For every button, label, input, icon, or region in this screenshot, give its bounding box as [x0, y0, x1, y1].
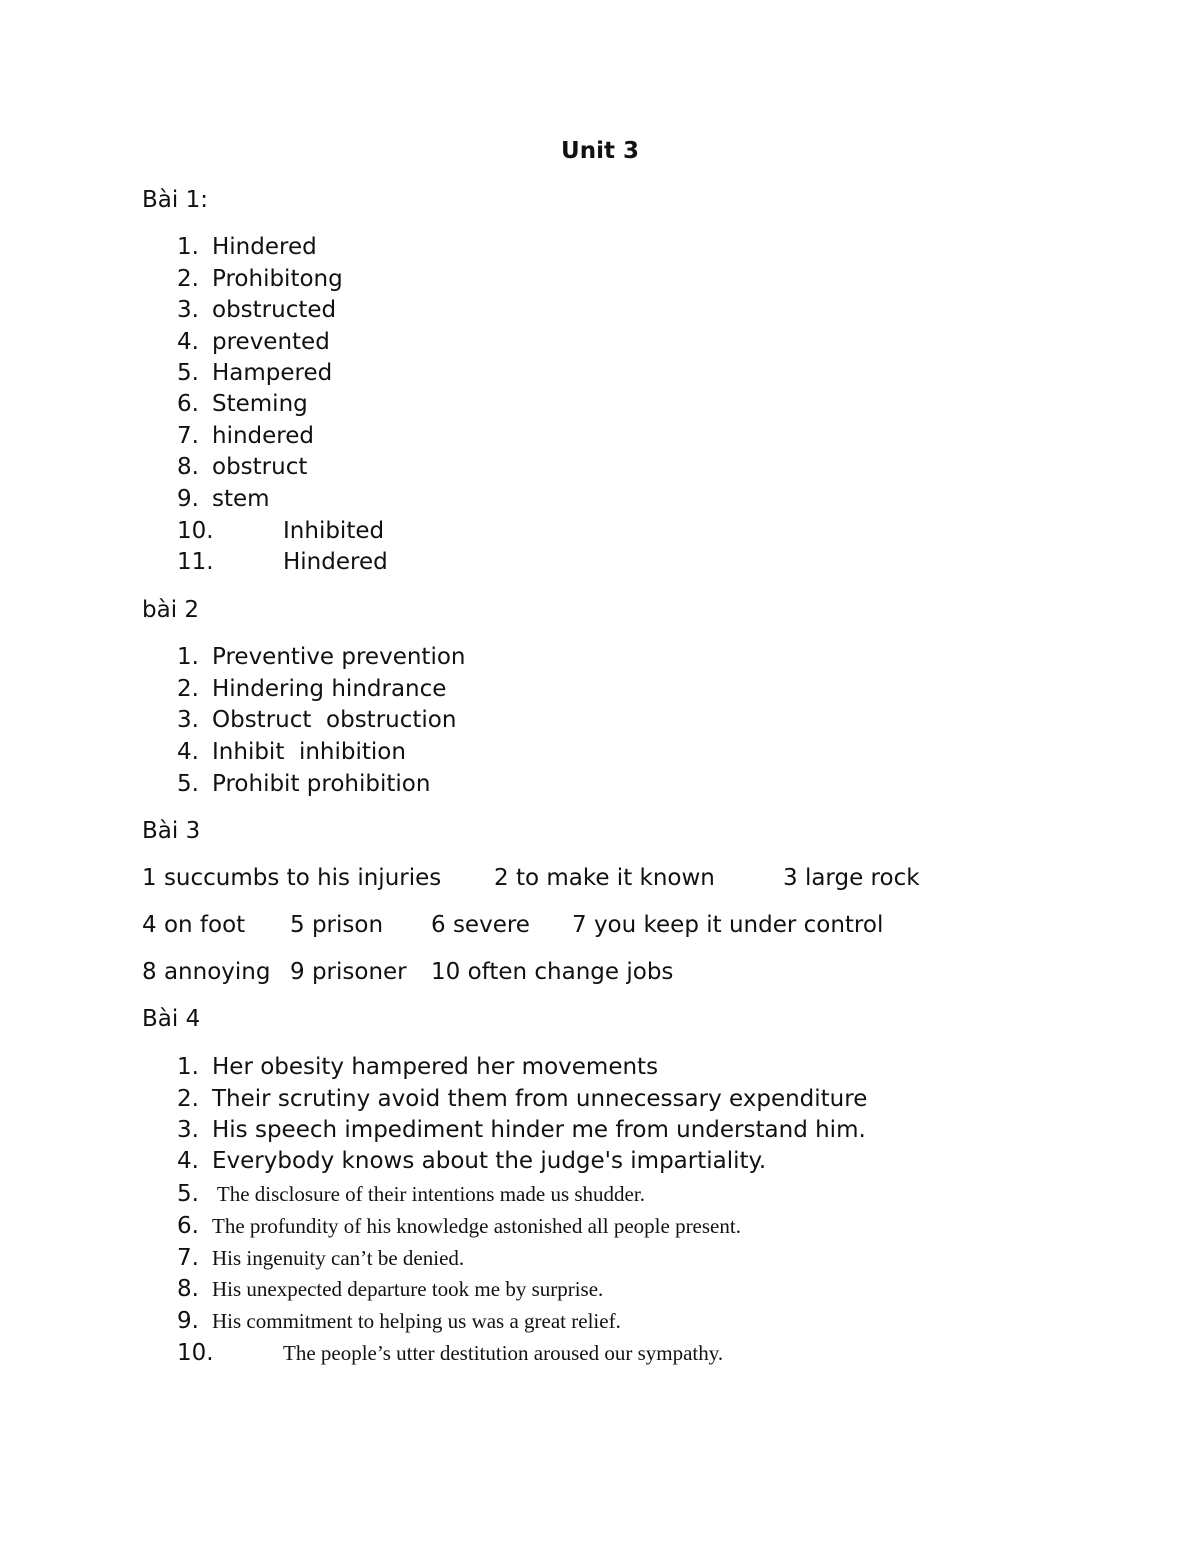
list-item — [177, 1308, 621, 1334]
list-item — [177, 1086, 867, 1112]
list-item — [177, 1054, 658, 1080]
list-number: 3. — [177, 297, 199, 323]
list-item — [177, 486, 270, 512]
section-heading-bai2: bài 2 — [142, 597, 200, 623]
list-item — [177, 739, 406, 765]
list-item — [177, 297, 336, 323]
answer-item: 1 succumbs to his injuries — [142, 865, 442, 891]
list-text: Inhibited — [283, 518, 385, 544]
answer-item: 3 large rock — [783, 865, 920, 891]
list-number: 11. — [177, 549, 214, 575]
list-text: Preventive prevention — [212, 644, 466, 670]
list-text: Hampered — [212, 360, 333, 386]
list-number: 2. — [177, 266, 199, 292]
list-number: 4. — [177, 329, 199, 355]
answer-item: 4 on foot — [142, 912, 246, 938]
list-number: 7. — [177, 1245, 199, 1271]
list-item — [177, 454, 307, 480]
list-item — [177, 676, 446, 702]
list-item — [177, 518, 384, 544]
list-item — [177, 549, 388, 575]
list-item — [177, 360, 332, 386]
list-text: hindered — [212, 423, 314, 449]
list-number: 8. — [177, 454, 199, 480]
page-title: Unit 3 — [561, 138, 639, 164]
list-number: 1. — [177, 234, 199, 260]
list-number: 7. — [177, 423, 199, 449]
list-text: Hindered — [212, 234, 317, 260]
list-number: 6. — [177, 391, 199, 417]
list-item — [177, 1340, 723, 1366]
list-text: Inhibit inhibition — [212, 739, 406, 765]
answer-item: 6 severe — [431, 912, 530, 938]
list-number: 2. — [177, 676, 199, 702]
list-item — [177, 644, 465, 670]
list-item — [177, 1213, 741, 1239]
list-number: 6. — [177, 1213, 199, 1239]
list-number: 10. — [177, 518, 214, 544]
list-number: 9. — [177, 486, 199, 512]
list-number: 5. — [177, 1181, 199, 1207]
list-item — [177, 1181, 645, 1207]
list-text: Obstruct obstruction — [212, 707, 457, 733]
list-item — [177, 1245, 464, 1271]
list-item — [177, 1117, 866, 1143]
list-number: 5. — [177, 360, 199, 386]
list-number: 3. — [177, 1117, 199, 1143]
section-heading-bai3: Bài 3 — [142, 818, 201, 844]
list-number: 3. — [177, 707, 199, 733]
section-heading-bai4: Bài 4 — [142, 1006, 201, 1032]
list-text: Prohibit prohibition — [212, 771, 431, 797]
list-text: stem — [212, 486, 270, 512]
list-text: His speech impediment hinder me from understand him. — [212, 1117, 866, 1143]
list-number: 4. — [177, 1148, 199, 1174]
list-text: prevented — [212, 329, 330, 355]
list-text: obstruct — [212, 454, 308, 480]
list-number: 9. — [177, 1308, 199, 1334]
list-item — [177, 423, 314, 449]
list-number: 5. — [177, 771, 199, 797]
answer-item: 2 to make it known — [494, 865, 715, 891]
list-text: His ingenuity can’t be denied. — [212, 1246, 465, 1270]
list-item — [177, 771, 430, 797]
list-item — [177, 1148, 766, 1174]
list-text: Their scrutiny avoid them from unnecessary expenditure — [212, 1086, 868, 1112]
list-text: Hindered — [283, 549, 388, 575]
list-number: 2. — [177, 1086, 199, 1112]
answer-item: 5 prison — [290, 912, 384, 938]
list-text: obstructed — [212, 297, 337, 323]
list-item — [177, 707, 456, 733]
answer-item: 7 you keep it under control — [572, 912, 884, 938]
list-text: Her obesity hampered her movements — [212, 1054, 659, 1080]
list-text: The people’s utter destitution aroused our sympathy. — [283, 1341, 724, 1365]
list-item — [177, 234, 317, 260]
list-number: 4. — [177, 739, 199, 765]
list-text: The disclosure of their intentions made us shudder. — [212, 1182, 645, 1206]
list-text: Everybody knows about the judge's impartiality. — [212, 1148, 767, 1174]
list-item — [177, 391, 308, 417]
list-number: 10. — [177, 1340, 214, 1366]
section-heading-bai1: Bài 1: — [142, 187, 208, 213]
list-number: 1. — [177, 644, 199, 670]
list-number: 8. — [177, 1276, 199, 1302]
list-text: Steming — [212, 391, 308, 417]
list-item — [177, 266, 343, 292]
list-text: His commitment to helping us was a great relief. — [212, 1309, 621, 1333]
list-text: The profundity of his knowledge astonished all people present. — [212, 1214, 741, 1238]
list-item — [177, 1276, 603, 1302]
answer-item: 8 annoying — [142, 959, 271, 985]
list-number: 1. — [177, 1054, 199, 1080]
list-text: His unexpected departure took me by surprise. — [212, 1277, 604, 1301]
answer-item: 10 often change jobs — [431, 959, 674, 985]
answer-item: 9 prisoner — [290, 959, 407, 985]
list-item — [177, 329, 330, 355]
list-text: Hindering hindrance — [212, 676, 447, 702]
list-text: Prohibitong — [212, 266, 343, 292]
